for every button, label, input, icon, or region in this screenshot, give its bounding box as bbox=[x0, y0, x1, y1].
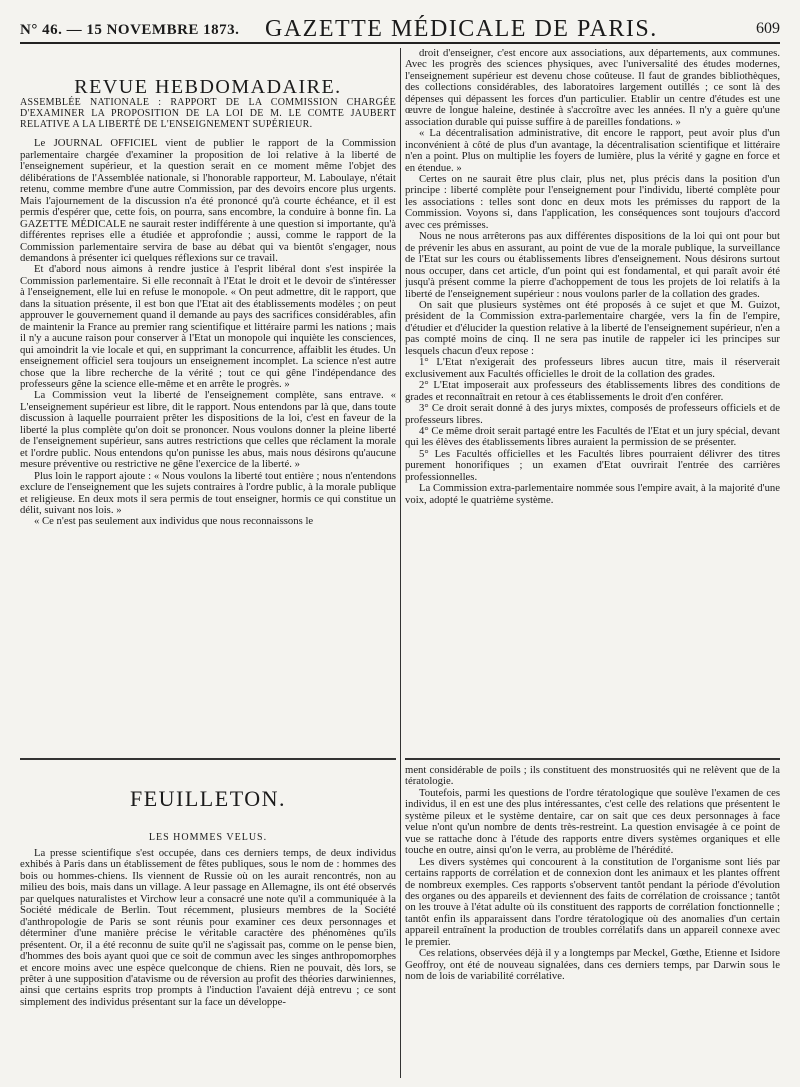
revue-paragraph: On sait que plusieurs systèmes ont été proposés à ce sujet et que M. Guizot, président de la Commission extra-parlementaire chargée, vers la fin de l'empire, d'étudier et d'élucider la question relative à la liberté de l'enseignement supérieur, n'en a pas compté moins de cinq. Il ne sera pas inutile de rappeler ici les principes sur lesquels chacun d'eux repose : bbox=[405, 298, 780, 357]
revue-paragraph: Certes on ne saurait être plus clair, plus net, plus précis dans la position d'un principe : liberté complète pour l'enseignement pour l'individu, liberté complète pour les associations : telles sont donc en deux mots les prémisses du rapport de la Commission. Voyons si, dans l'application, les conséquences sont toujours d'accord avec ces prémisses. bbox=[405, 172, 780, 231]
feuilleton-paragraph: La presse scientifique s'est occupée, dans ces derniers temps, de deux individus exhibés à Paris dans un établissement de fêtes publiques, sous le nom de : hommes des bois ou hommes-chiens. Ils viennent de Russie où on les aurait rencontrés, non au milieu des bois, mais dans un village. A leur passage en Allemagne, ils ont été observés par quelques naturalistes et Virchow leur a consacré une note qu'il a communiquée à la Société médicale de Berlin. Tout récemment, plusieurs membres de la Société d'anthropologie de Paris se sont réunis pour examiner ces deux personnages et déterminer d'une manière précise le véritable caractère des phénomènes qu'ils présentent. Or, il a été reconnu de suite qu'il ne s'agissait pas, comme on le pense bien, d'hommes des bois ayant quoi que ce soit de commun avec les singes anthropomorphes et encore moins avec une espèce quelconque de chiens. Rien ne pouvait, dès lors, se prêter à une supposition d'atavisme ou de réversion au profit des théories darwiniennes, ainsi que certains esprits trop prompts à l'induction l'avaient déjà entrevu ; ce sont simplement des individus présentant sur la face un développe- bbox=[20, 848, 396, 1008]
feuilleton-paragraph: Ces relations, observées déjà il y a longtemps par Meckel, Gœthe, Etienne et Isidore Geoffroy, ont été de nouveau signalées, dans ces derniers temps, par Darwin sous le nom de lois de variabilité corrélative. bbox=[405, 947, 780, 983]
revue-column-left bbox=[20, 48, 396, 758]
revue-paragraph: La Commission extra-parlementaire nommée sous l'empire avait, à la majorité d'une voix, adopté le quatrième système. bbox=[405, 482, 780, 506]
page-header bbox=[20, 14, 780, 44]
feuilleton-column-left bbox=[20, 848, 396, 1076]
revue-title: REVUE HEBDOMADAIRE. bbox=[74, 76, 342, 98]
revue-paragraph: Le JOURNAL OFFICIEL vient de publier le rapport de la Commission parlementaire chargée d'examiner la proposition de loi relative à la liberté de l'enseignement supérieur, et la question serait en ce moment même l'objet des délibérations de l'Assemblée nationale, si l'honorable rapporteur, M. Laboulaye, n'était retenu, comme membre d'une autre Commission, par des devoirs encore plus urgents. Mais l'ajournement de la discussion n'a été prononcé qu'à courte échéance, et il est permis d'espérer que, cette fois, on pourra, sans encombre, la conduire à bonne fin. La GAZETTE MÉDICALE ne saurait rester indifférente à une question si importante, qu'à différentes reprises elle a étudiée et approfondie ; aussi, comme le rapport de la Commission parlementaire servira de base au débat qui va bientôt s'engager, nous demandons à présenter ici quelques réflexions sur ce travail. bbox=[20, 137, 396, 264]
revue-paragraph: 2° L'Etat imposerait aux professeurs des établissements libres des conditions de grades et reconnaîtrait en retour à ces établissements le droit d'en conférer. bbox=[405, 379, 780, 403]
revue-paragraph: Et d'abord nous aimons à rendre justice à l'esprit libéral dont s'est inspirée la Commission parlementaire. Si elle reconnaît à l'Etat le droit et le devoir de s'intéresser à l'enseignement, elle lui en refuse le monopole. « On peut admettre, dit le rapport, que dans la situation présente, il est bon que l'Etat ait des établissements modèles ; on peut approuver le gouvernement quand il demande au pays des sacrifices considérables, afin de maintenir la France au premier rang scientifique et littéraire parmi les nations ; mais il n'y a aucune raison pour conserver à l'Etat un monopole qui inquiète les consciences, qui amoindrit la vie locale et qui, en supprimant la concurrence, affaiblit les études. Un enseignement officiel sera toujours un enseignement incomplet. La science n'est autre chose que la libre recherche de la vérité ; tout ce qui gêne l'indépendance des professeurs gêne la science elle-même et en arrête le progrès. » bbox=[20, 263, 396, 390]
issue-date: N° 46. — 15 NOVEMBRE 1873. bbox=[20, 22, 240, 38]
feuilleton-paragraph: ment considérable de poils ; ils constituent des monstruosités qui ne relèvent que de la tératologie. bbox=[405, 765, 780, 788]
feuilleton-column-right bbox=[405, 765, 780, 1077]
column-divider bbox=[400, 48, 401, 1078]
revue-paragraph: 4° Ce même droit serait partagé entre les Facultés de l'Etat et un jury spécial, devant qui les élèves des établissements libres auraient la permission de se présenter. bbox=[405, 424, 780, 449]
revue-paragraph: 5° Les Facultés officielles et les Facultés libres pourraient délivrer des titres purement honorifiques ; un examen d'Etat ouvrirait l'entrée des carrières professionnelles. bbox=[405, 447, 780, 483]
revue-paragraph: 3° Ce droit serait donné à des jurys mixtes, composés de professeurs officiels et de professeurs libres. bbox=[405, 402, 780, 426]
feuilleton-paragraph: Toutefois, parmi les questions de l'ordre tératologique que soulève l'examen de ces individus, il en est une des plus intéressantes, c'est celle des relations que présentent le système pileux et le système dentaire, car on sait que ces deux personnages à face velue n'ont qu'un nombre de dents très-restreint. La question envisagée à ce point de vue se rattache donc à l'étude des rapports entre divers systèmes organiques et elle touche en outre, ainsi qu'on le verra, au problème de l'hérédité. bbox=[405, 786, 780, 857]
feuilleton-subtitle: LES HOMMES VELUS. bbox=[148, 832, 268, 843]
page-number: 609 bbox=[756, 20, 780, 37]
feuilleton-paragraph: Les divers systèmes qui concourent à la constitution de l'organisme sont liés par certains rapports de corrélation et de connexion dont les animaux et les plantes offrent de nombreux exemples. Ces rapports s'observent tantôt pendant la période d'évolution des organes ou des appareils et deviennent des faits de corrélation de croissance ; tantôt on les trouve à l'état adulte où ils constituent des rapports de corrélation fonctionnelle ; tantôt enfin ils apparaissent dans l'ordre tératologique où des anomalies d'un certain appareil entraînent la production de troubles corrélatifs dans un appareil connexe avec le premier. bbox=[405, 855, 780, 948]
revue-paragraph: droit d'enseigner, c'est encore aux associations, aux départements, aux communes. Avec les progrès des sciences physiques, avec l'universalité des études modernes, l'enseignement supérieur est devenu chose coûteuse. Il faut de grandes bibliothèques, des collections considérables, des laboratoires largement outillés ; ce sont là des dépenses qui dépassent les forces d'un particulier. Etablir un centre d'études est une œuvre de longue haleine, destinée à s'accroître avec les années. Il n'y a guère qu'une association durable qui puisse suffire à de pareilles fondations. » bbox=[405, 48, 780, 128]
revue-column-right bbox=[405, 48, 780, 754]
feuilleton-divider-right bbox=[405, 758, 780, 760]
revue-paragraph: Plus loin le rapport ajoute : « Nous voulons la liberté tout entière ; nous n'entendons exclure de l'enseignement que les sujets contraires à l'ordre public, à la morale publique et religieuse. En deux mots il sera permis de tout enseigner, hormis ce qui constitue un délit, suivant nos lois. » bbox=[20, 469, 396, 516]
journal-title: GAZETTE MÉDICALE DE PARIS. bbox=[265, 16, 658, 42]
feuilleton-divider-left bbox=[20, 758, 396, 760]
feuilleton-title: FEUILLETON. bbox=[129, 786, 287, 811]
revue-paragraph: « Ce n'est pas seulement aux individus que nous reconnaissons le bbox=[34, 515, 314, 528]
revue-subtitle: ASSEMBLÉE NATIONALE : RAPPORT DE LA COMMISSION CHARGÉE D'EXAMINER LA PROPOSITION DE LA LOI DE M. LE COMTE JAUBERT RELATIVE A LA LIBERTÉ DE L'ENSEIGNEMENT SUPÉRIEUR. bbox=[20, 97, 396, 131]
revue-paragraph: La Commission veut la liberté de l'enseignement complète, sans entrave. « L'enseignement supérieur est libre, dit le rapport. Nous entendons par là que, dans toute discussion à laquelle pourraient prêter les dispositions de la loi, c'est en faveur de la liberté la plus complète qu'on doit se prononcer. Nous voulons donner la pleine liberté de l'enseignement supérieur, sans autres restrictions que celles que réclament la morale et l'ordre public. Nous entendons qu'on punisse les abus, mais nous désirons qu'aucune mesure préventive ou restrictive ne gêne l'exercice de la liberté. » bbox=[20, 389, 396, 471]
revue-paragraph: « La décentralisation administrative, dit encore le rapport, peut avoir plus d'un inconvénient à côté de plus d'un avantage, la décentralisation scientifique et littéraire n'en a point. Plus on multiplie les foyers de lumière, plus la vérité y gagne en force et en étendue. » bbox=[405, 127, 780, 174]
revue-paragraph: Nous ne nous arrêterons pas aux différentes dispositions de la loi qui ont pour but de prévenir les abus en assurant, au point de vue de la morale publique, la surveillance de l'Etat sur les cours ou établissements libres d'enseignement. Nous désirons surtout nous occuper, dans cet article, d'un point qui est fondamental, et qui paraît avoir été jusqu'à présent comme la pierre d'achoppement de tous les projets de loi relatifs à la liberté de l'enseignement supérieur : nous voulons parler de la collation des grades. bbox=[405, 230, 780, 300]
revue-paragraph: 1° L'Etat n'exigerait des professeurs libres aucun titre, mais il réserverait exclusivement aux Facultés officielles le droit de la collation des grades. bbox=[405, 356, 780, 380]
